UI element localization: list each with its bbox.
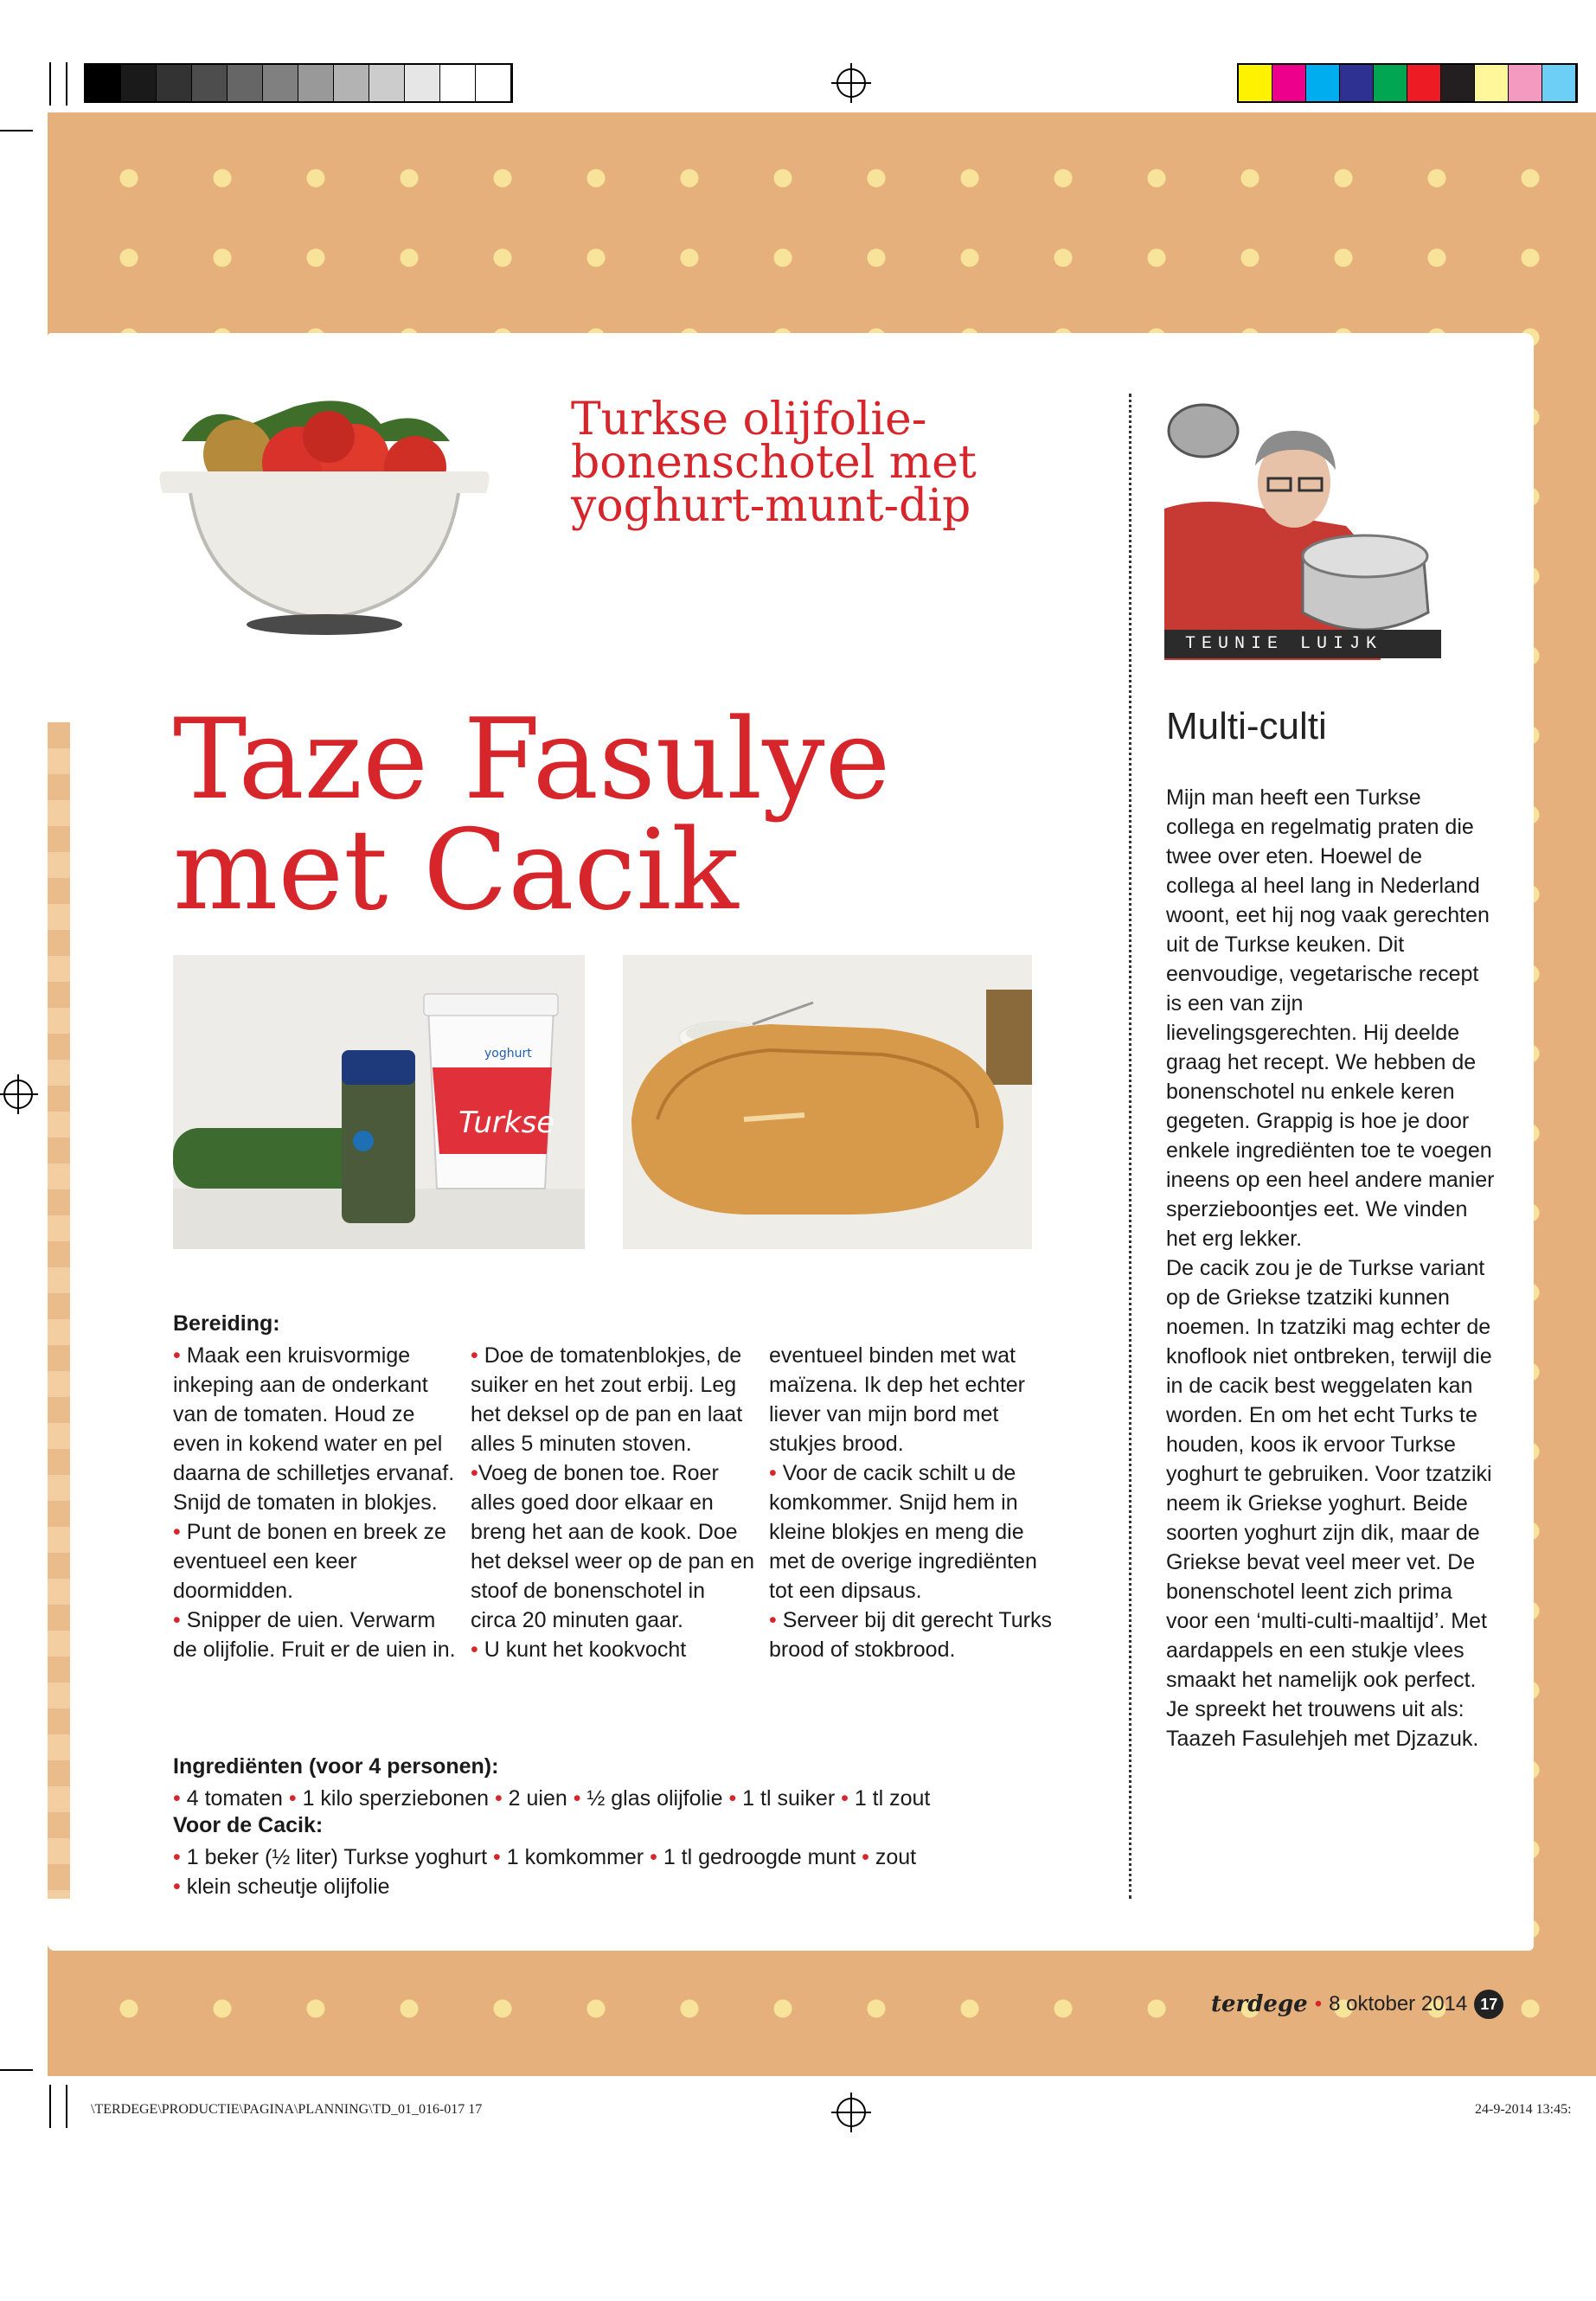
ingredients-photo bbox=[173, 955, 585, 1249]
crop-mark bbox=[66, 2085, 67, 2128]
sidebar-heading: Multi-culti bbox=[1166, 705, 1327, 747]
issue-date: 8 oktober 2014 bbox=[1329, 1992, 1468, 2016]
cacik-ingredients-list: • 1 beker (½ liter) Turkse yoghurt • 1 komkommer • 1 tl gedroogde munt • zout • klein scheutje olijfolie bbox=[173, 1845, 917, 1899]
print-slug: \TERDEGE\PRODUCTIE\PAGINA\PLANNING\TD_01_016-017 17 bbox=[91, 2102, 483, 2117]
preparation-column-1: • Maak een kruisvormige inkeping aan de onderkant van de tomaten. Houd ze even in kokend water en pel daarna de schilletjes ervanaf. Snijd de tomaten in blokjes. • Punt de bonen en breek ze eventueel een keer doormidden. • Snipper de uien. Verwarm de olijfolie. Fruit er de uien in. bbox=[173, 1343, 456, 1662]
crop-mark bbox=[0, 2069, 33, 2071]
author-photo bbox=[1164, 396, 1441, 660]
sidebar-paragraph: Mijn man heeft een Turkse collega en regelmatig praten die twee over eten. Hoewel de collega al heel lang in Nederland woont, eet hij nog vaak gerechten uit de Turkse keuken. Dit eenvoudige, vegetarische recept is een van zijn lievelingsgerechten. Hij deelde graag het recept. We hebben de bonenschotel nu enkele keren gegeten. Grappig is hoe je door enkele ingrediënten toe te voegen ineens op een heel andere manier sperzieboontjes eet. We vinden het erg lekker. bbox=[1166, 785, 1495, 1251]
yoghurt-label-text: Turkse bbox=[458, 1106, 555, 1140]
left-photo-strip bbox=[48, 722, 70, 1899]
cacik-heading: Voor de Cacik: bbox=[173, 1813, 324, 1837]
sidebar-text bbox=[1166, 783, 1495, 1753]
registration-mark bbox=[836, 2098, 866, 2127]
preparation-column-3: eventueel binden met wat maïzena. Ik dep het echter liever van mijn bord met stukjes brood. • Voor de cacik schilt u de komkommer. Snijd hem in kleine blokjes en meng die met de overige ingrediënten tot een dipsaus. • Serveer bij dit gerecht Turks brood of stokbrood. bbox=[769, 1343, 1052, 1662]
registration-mark bbox=[3, 1080, 33, 1109]
magazine-brand: terdege bbox=[1211, 1991, 1308, 2017]
column-divider bbox=[1129, 394, 1131, 1899]
sidebar-paragraph: De cacik zou je de Turkse variant op de Griekse tzatziki kunnen noemen. In tzatziki mag echter de knoflook niet ontbreken, terwijl die in de cacik best weggelaten kan worden. En om het echt Turks te houden, koos ik ervoor Turkse yoghurt te gebruiken. Voor tzatziki neem ik Griekse yoghurt. Beide soorten yoghurt zijn dik, maar de Griekse bevat veel meer vet. De bonenschotel leent zich prima voor een ‘multi-culti-maaltijd’. Met aardappels en een stukje vlees smaakt het namelijk ook perfect. bbox=[1166, 1256, 1492, 1692]
crop-mark bbox=[66, 62, 67, 106]
vegetable-bowl-image bbox=[156, 389, 493, 640]
crop-mark bbox=[49, 2085, 51, 2128]
sidebar-paragraph: Je spreekt het trouwens uit als: Taazeh Fasulehjeh met Djzazuk. bbox=[1166, 1697, 1479, 1751]
yoghurt-small-text: yoghurt bbox=[484, 1047, 532, 1061]
recipe-title: Taze Fasulye met Cacik bbox=[173, 695, 891, 935]
ingredients-heading: Ingrediënten (voor 4 personen): bbox=[173, 1754, 499, 1779]
author-name-tag: TEUNIE LUIJK bbox=[1164, 630, 1441, 658]
preparation-column-2: • Doe de tomatenblokjes, de suiker en het zout erbij. Leg het deksel op de pan en laat alles 5 minuten stoven. •Voeg de bonen toe. Roer alles goed door elkaar en breng het aan de kook. Doe het deksel weer op de pan en stoof de bonenschotel in circa 20 minuten gaar. • U kunt het kookvocht bbox=[471, 1343, 755, 1662]
page-number: 17 bbox=[1474, 1990, 1503, 2019]
bread-and-dip-photo bbox=[623, 955, 1032, 1249]
recipe-subtitle: Turkse olijfolie- bonenschotel met yoghurt-munt-dip bbox=[571, 394, 977, 532]
preparation-heading: Bereiding: bbox=[173, 1311, 280, 1336]
ingredients-list: • 4 tomaten • 1 kilo sperziebonen • 2 uien • ½ glas olijfolie • 1 tl suiker • 1 tl zout bbox=[173, 1786, 931, 1811]
print-timestamp: 24-9-2014 13:45: bbox=[1475, 2102, 1572, 2117]
page-footer bbox=[1211, 1990, 1503, 2019]
grayscale-bar bbox=[84, 63, 513, 103]
registration-mark bbox=[836, 68, 866, 98]
footer-separator: • bbox=[1314, 1992, 1323, 2016]
crop-mark bbox=[0, 130, 33, 131]
crop-mark bbox=[49, 62, 51, 106]
color-bar bbox=[1237, 63, 1578, 103]
